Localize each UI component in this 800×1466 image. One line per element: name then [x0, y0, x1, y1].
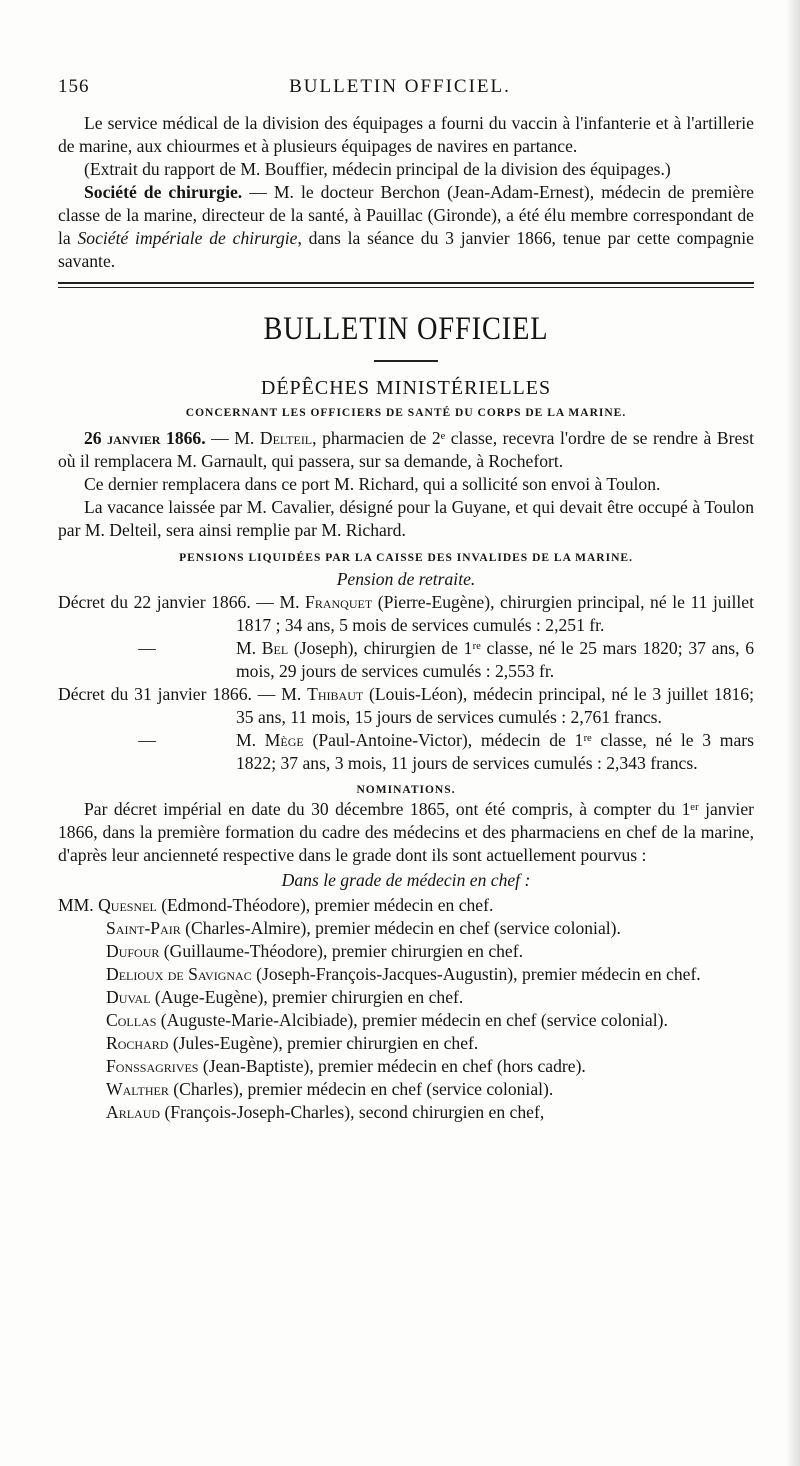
nominee-name: Arlaud	[106, 1102, 161, 1122]
pension-sep: — M.	[250, 592, 306, 612]
list-prefix: MM.	[58, 895, 99, 915]
nominee-details: (Charles), premier médecin en chef (service colonial).	[168, 1079, 554, 1099]
bulletin-subtitle: DÉPÊCHES MINISTÉRIELLES	[260, 377, 552, 399]
nominee-name: Quesnel	[98, 895, 157, 915]
title-rule	[374, 360, 438, 362]
pension-lead: Décret du 31 janvier 1866.	[58, 684, 252, 704]
nominee-name: Saint-Pair	[106, 918, 181, 938]
dispatch-text: , pharmacien de 2ᵉ classe, recevra l'ordre de se rendre à Brest où il remplacera M. Garnault, qui passera, sur sa demande, à Rochefort.	[58, 428, 754, 471]
list-item	[58, 894, 754, 917]
bulletin-title: BULLETIN OFFICIEL	[263, 311, 549, 347]
pension-lead: —	[138, 730, 156, 750]
nominee-details: (Guillaume-Théodore), premier chirurgien en chef.	[159, 941, 524, 961]
section-divider	[58, 282, 754, 288]
pension-entry-text	[58, 591, 754, 637]
list-item	[58, 963, 754, 986]
pensions-subheading: Pension de retraite.	[336, 569, 476, 589]
list-item	[58, 940, 754, 963]
list-item	[58, 1101, 754, 1124]
intro-paragraph-extract: (Extrait du rapport de M. Bouffier, médecin principal de la division des équipages.)	[84, 159, 671, 179]
nominee-details: (François-Joseph-Charles), second chirurgien en chef,	[160, 1102, 545, 1122]
nominee-name: Fonssagrives	[106, 1056, 199, 1076]
pension-lead: —	[138, 638, 156, 658]
nominations-list	[58, 894, 754, 1124]
pension-entry-text	[236, 637, 754, 683]
nominee-details: (Auguste-Marie-Alcibiade), premier médecin en chef (service colonial).	[156, 1010, 668, 1030]
list-item	[58, 1078, 754, 1101]
list-item	[58, 1055, 754, 1078]
list-item	[58, 1032, 754, 1055]
society-text-b: , dans la séance du 3 janvier 1866, tenue par cette compagnie savante.	[58, 228, 754, 271]
nominee-details: (Joseph-François-Jacques-Augustin), premier médecin en chef.	[251, 964, 701, 984]
pension-name: Mège	[264, 730, 304, 750]
nominee-details: (Jean-Baptiste), premier médecin en chef (hors cadre).	[198, 1056, 586, 1076]
pension-name: Franquet	[305, 592, 373, 612]
pension-sep: — M.	[251, 684, 308, 704]
list-item	[58, 986, 754, 1009]
nominee-details: (Charles-Almire), premier médecin en chef (service colonial).	[180, 918, 621, 938]
dispatch-paragraph-2: Ce dernier remplacera dans ce port M. Richard, qui a sollicité son envoi à Toulon.	[84, 474, 661, 494]
bulletin-subhead: CONCERNANT LES OFFICIERS DE SANTÉ DU CORPS DE LA MARINE.	[185, 407, 627, 419]
nominee-name: Delioux de Savignac	[106, 964, 252, 984]
dispatch-paragraph	[58, 427, 754, 473]
pension-sep: M.	[236, 730, 265, 750]
nominations-paragraph: Par décret impérial en date du 30 décembre 1865, ont été compris, à compter du 1ᵉʳ janvier 1866, dans la première formation du cadre des médecins et des pharmaciens en chef de la marine, d'après leur ancienneté respective dans le grade dont ils sont actuellement pourvus :	[58, 799, 754, 865]
pension-entry	[58, 591, 754, 637]
pension-entry	[58, 637, 754, 683]
pension-lead: Décret du 22 janvier 1866.	[58, 592, 251, 612]
page-edge-shadow	[786, 0, 800, 1466]
pension-entry-text	[236, 729, 754, 775]
society-text-a: — M. le docteur Berchon (Jean-Adam-Ernest), médecin de première classe de la marine, directeur de la santé, à Pauillac (Gironde), a été élu membre correspondant de la	[58, 182, 754, 248]
pension-details: (Pierre-Eugène), chirurgien principal, né le 11 juillet 1817 ; 34 ans, 5 mois de services cumulés : 2,251 fr.	[236, 592, 755, 635]
pension-details: (Paul-Antoine-Victor), médecin de 1ʳᵉ classe, né le 3 mars 1822; 37 ans, 3 mois, 11 jours de services cumulés : 2,343 francs.	[236, 730, 754, 773]
page-header	[58, 76, 742, 106]
page-content	[58, 112, 754, 1124]
dispatch-name: Delteil	[259, 428, 313, 448]
society-label: Société de chirurgie.	[84, 182, 243, 202]
nominee-details: (Auge-Eugène), premier chirurgien en chef.	[150, 987, 464, 1007]
pension-entry	[58, 683, 754, 729]
list-item	[58, 917, 754, 940]
pension-name: Bel	[261, 638, 289, 658]
page-number: 156	[58, 76, 90, 97]
nominee-details: (Edmond-Théodore), premier médecin en chef.	[156, 895, 494, 915]
nominee-name: Walther	[106, 1079, 169, 1099]
intro-paragraph-vaccine: Le service médical de la division des équipages a fourni du vaccin à l'infanterie et à l'artillerie de marine, aux chiourmes et à plusieurs équipages de navires en partance.	[58, 113, 754, 156]
nominee-name: Collas	[106, 1010, 157, 1030]
list-item	[58, 1009, 754, 1032]
nominee-name: Duval	[106, 987, 151, 1007]
pension-details: (Joseph), chirurgien de 1ʳᵉ classe, né le 25 mars 1820; 37 ans, 6 mois, 29 jours de services cumulés : 2,553 fr.	[236, 638, 754, 681]
nominations-subheading: Dans le grade de médecin en chef :	[281, 870, 531, 890]
pension-name: Thibaut	[307, 684, 364, 704]
dispatch-paragraph-3: La vacance laissée par M. Cavalier, désigné pour la Guyane, et qui devait être occupé à Toulon par M. Delteil, sera ainsi remplie par M. Richard.	[58, 497, 754, 540]
running-title: BULLETIN OFFICIEL.	[289, 76, 511, 97]
nominee-details: (Jules-Eugène), premier chirurgien en chef.	[168, 1033, 479, 1053]
pension-sep: M.	[236, 638, 262, 658]
nominee-name: Dufour	[106, 941, 160, 961]
dispatch-date: 26 janvier 1866.	[84, 428, 206, 448]
nominee-name: Rochard	[106, 1033, 169, 1053]
pensions-heading: PENSIONS LIQUIDÉES PAR LA CAISSE DES INVALIDES DE LA MARINE.	[179, 552, 633, 564]
pension-details: (Louis-Léon), médecin principal, né le 3 juillet 1816; 35 ans, 11 mois, 15 jours de services cumulés : 2,761 francs.	[236, 684, 754, 727]
dispatch-sep: — M.	[205, 428, 260, 448]
nominations-heading: NOMINATIONS.	[356, 784, 456, 796]
pension-entry-text	[58, 683, 754, 729]
society-name: Société impériale de chirurgie	[77, 228, 298, 248]
intro-paragraph-society	[58, 181, 754, 273]
pension-entry	[58, 729, 754, 775]
